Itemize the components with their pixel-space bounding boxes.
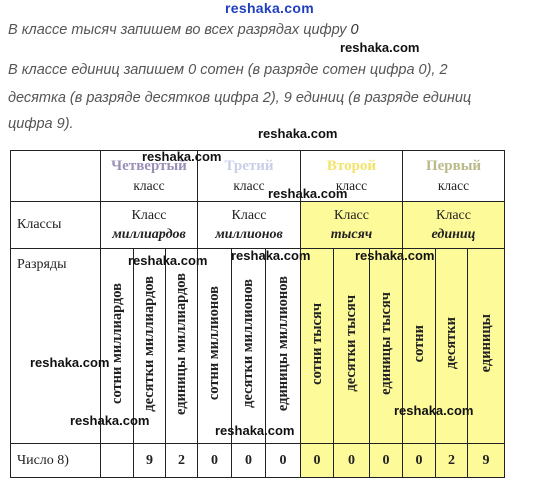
class-units-line2: единиц <box>431 227 476 242</box>
digit-label: десятки миллиардов <box>141 275 157 412</box>
digit-label: сотни миллионов <box>206 286 222 401</box>
header-class-1-sub: класс <box>437 178 470 193</box>
class-thousands-line1: Класс <box>334 208 369 223</box>
header-class-2-name: Второй <box>326 158 377 174</box>
digit-cell <box>266 249 301 444</box>
digit-label: сотни миллиардов <box>108 283 125 404</box>
watermark: reshaka.com <box>340 40 420 55</box>
number-cell: 9 <box>134 444 166 478</box>
digit-cell <box>334 249 370 444</box>
digit-label: единицы миллиардов <box>173 272 189 415</box>
site-title[interactable]: reshaka.com <box>225 0 314 16</box>
classes-row <box>11 202 505 249</box>
line-1-digit: 0 <box>350 22 359 38</box>
number-cell <box>101 444 134 478</box>
header-class-3-name: Третий <box>224 158 274 174</box>
watermark: reshaka.com <box>215 423 295 438</box>
digit-label: десятки тысяч <box>343 295 359 392</box>
watermark: reshaka.com <box>258 126 338 141</box>
corner-cell <box>11 151 101 202</box>
digit-label: десятки миллионов <box>240 279 256 408</box>
class-thousands <box>301 202 403 249</box>
header-class-4-sub: класс <box>133 178 165 193</box>
number-cell: 9 <box>468 444 505 478</box>
header-class-1 <box>403 151 505 202</box>
class-billions-line1: Класс <box>131 208 167 223</box>
watermark: reshaka.com <box>30 355 110 370</box>
watermark: reshaka.com <box>231 248 311 263</box>
number-row <box>11 444 505 478</box>
class-billions <box>101 202 198 249</box>
watermark: reshaka.com <box>355 248 435 263</box>
paragraph-line-1 <box>8 20 359 41</box>
watermark: reshaka.com <box>268 186 348 201</box>
header-class-4-name: Четвертый <box>111 158 187 174</box>
digit-label: сотни тысяч <box>308 302 325 385</box>
class-millions-line2: миллионов <box>215 227 283 242</box>
number-label: Число 8) <box>11 444 101 478</box>
header-class-3-sub: класс <box>233 178 265 193</box>
header-class-2-sub: класс <box>335 178 368 193</box>
watermark: reshaka.com <box>70 413 150 428</box>
class-thousands-line2: тысяч <box>330 227 373 242</box>
class-units <box>403 202 505 249</box>
number-cell: 0 <box>403 444 436 478</box>
header-row <box>11 151 505 202</box>
number-cell: 2 <box>436 444 468 478</box>
watermark: reshaka.com <box>394 403 474 418</box>
digit-label: единицы <box>477 314 494 373</box>
number-cell: 0 <box>232 444 266 478</box>
digit-cell <box>232 249 266 444</box>
number-cell: 0 <box>301 444 334 478</box>
number-cell: 2 <box>166 444 198 478</box>
class-units-line1: Класс <box>436 208 471 223</box>
class-millions <box>198 202 301 249</box>
paragraph-line-3: десятка (в разряде десятков цифра 2), 9 единиц (в разряде единиц <box>8 90 472 106</box>
digit-cell <box>166 249 198 444</box>
digit-cell <box>198 249 232 444</box>
number-cell: 0 <box>198 444 232 478</box>
watermark: reshaka.com <box>142 149 222 164</box>
paragraph-line-4: цифра 9). <box>8 116 74 132</box>
digits-label: Разряды <box>11 249 101 444</box>
digit-cell <box>301 249 334 444</box>
number-cell: 0 <box>266 444 301 478</box>
line-1-text: В классе тысяч запишем во всех разрядах цифру <box>8 22 351 38</box>
number-cell: 0 <box>334 444 370 478</box>
digit-label: десятки <box>443 317 459 370</box>
header-class-1-name: Первый <box>425 158 482 174</box>
watermark: reshaka.com <box>128 253 208 268</box>
class-billions-line2: миллиардов <box>112 227 186 242</box>
classes-label: Классы <box>11 202 101 249</box>
class-millions-line1: Класс <box>231 208 267 223</box>
number-cell: 0 <box>370 444 403 478</box>
digit-label: сотни <box>410 324 427 363</box>
digit-label: единицы миллионов <box>274 275 291 412</box>
paragraph-line-2: В классе единиц запишем 0 сотен (в разряде сотен цифра 0), 2 <box>8 62 448 78</box>
digit-label: единицы тысяч <box>377 292 394 395</box>
